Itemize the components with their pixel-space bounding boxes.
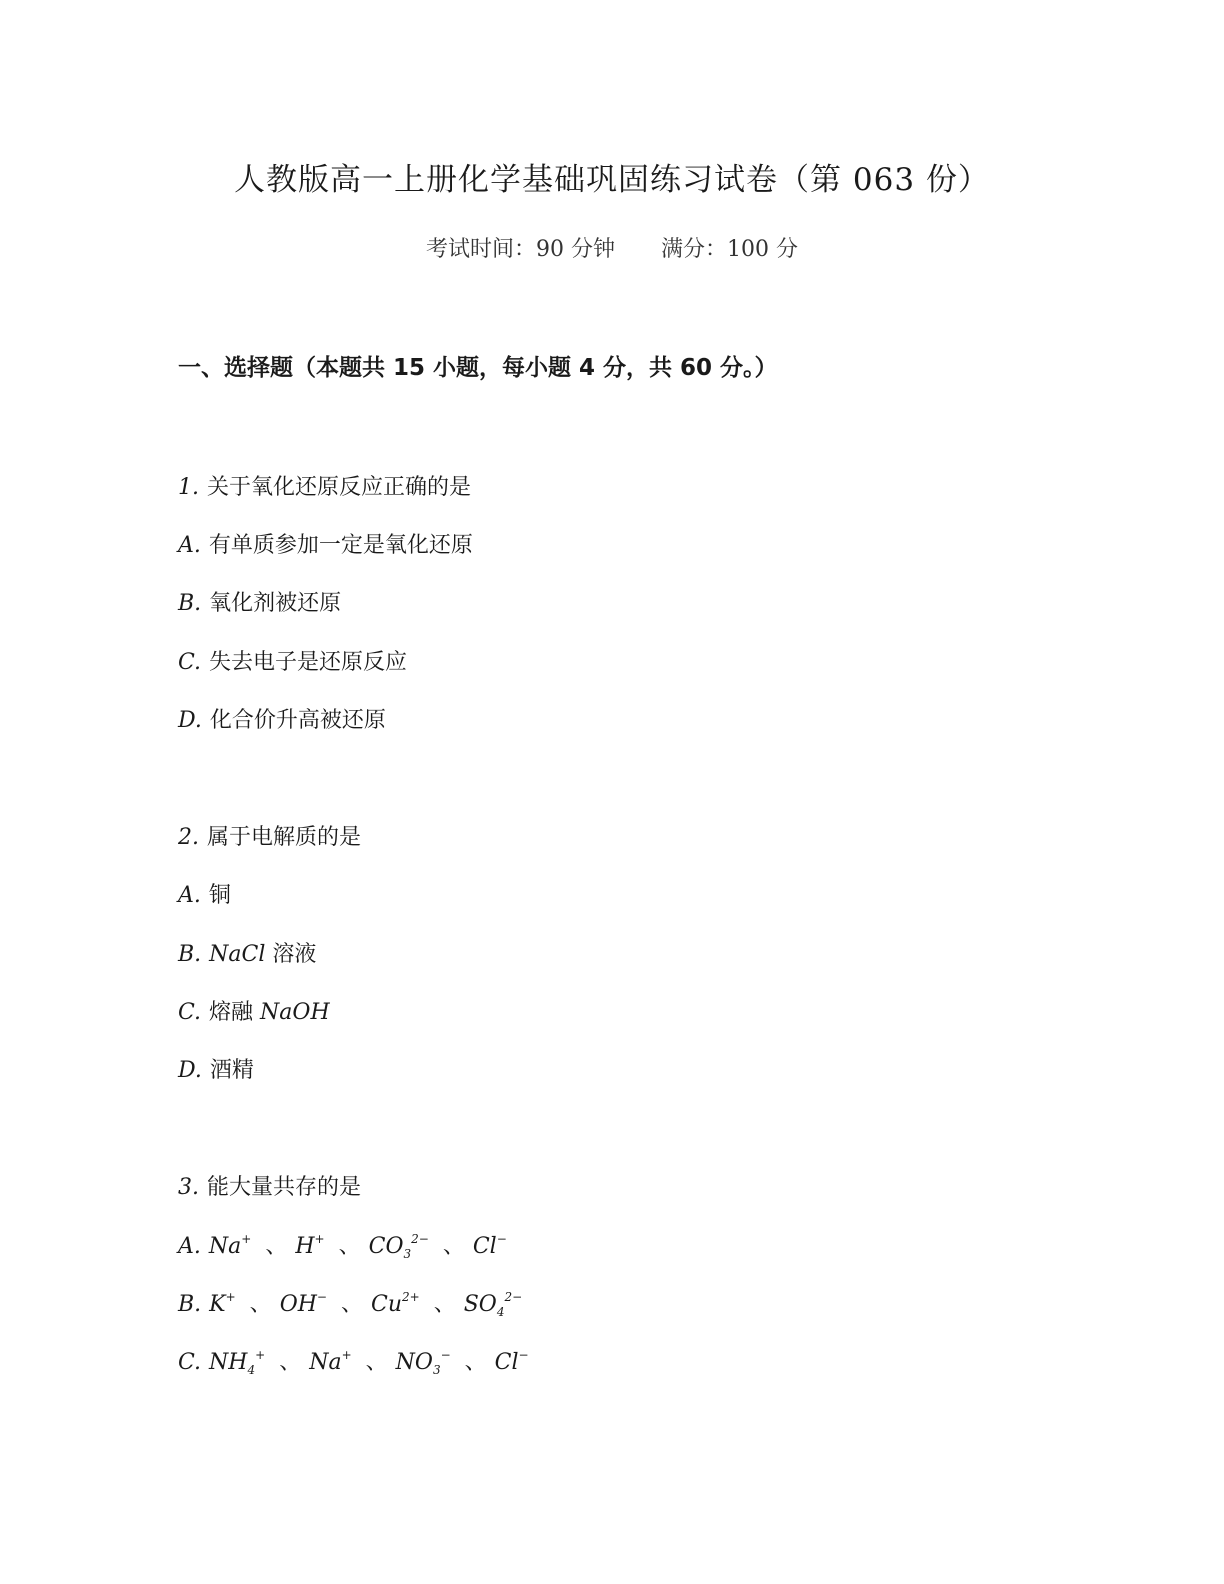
- ion: [495, 1350, 529, 1375]
- ion: [295, 1234, 324, 1259]
- chemical-formula: NaOH: [260, 1000, 330, 1025]
- ion-charge: −: [440, 1348, 451, 1362]
- ion-charge: +: [314, 1232, 325, 1246]
- option-label: B.: [178, 1292, 202, 1317]
- ion-separator: 、: [338, 1234, 361, 1259]
- question-text: 关于氧化还原反应正确的是: [207, 475, 472, 500]
- option-label: A.: [178, 883, 201, 908]
- option-text: 失去电子是还原反应: [209, 650, 408, 675]
- option-label: A.: [178, 1234, 201, 1259]
- exam-time: 考试时间：90 分钟: [426, 237, 615, 262]
- ion-separator: 、: [265, 1234, 288, 1259]
- ion-charge: 2−: [504, 1290, 523, 1304]
- ion: [473, 1234, 507, 1259]
- question-2-option-d: [178, 1054, 254, 1088]
- ion-separator: 、: [433, 1292, 456, 1317]
- ion-charge: −: [316, 1290, 327, 1304]
- ion: [280, 1292, 327, 1317]
- ion: [209, 1234, 251, 1259]
- ion-symbol: NH: [209, 1350, 248, 1375]
- question-3-option-a: [178, 1230, 507, 1264]
- ion: [371, 1292, 420, 1317]
- ion-symbol: Cl: [472, 1234, 497, 1259]
- question-number: 1.: [178, 475, 199, 500]
- section-heading: 一、选择题（本题共 15 小题，每小题 4 分，共 60 分。）: [178, 355, 778, 381]
- question-2-option-b: [178, 938, 316, 972]
- question-1-option-a: [178, 529, 473, 563]
- ion-subscript: 3: [403, 1247, 412, 1261]
- question-1-stem: [178, 471, 471, 505]
- option-text: 有单质参加一定是氧化还原: [208, 533, 473, 558]
- option-text: 溶液: [265, 942, 317, 967]
- option-text: 酒精: [209, 1058, 254, 1083]
- ion-charge: +: [241, 1232, 252, 1246]
- question-text: 能大量共存的是: [207, 1175, 362, 1200]
- question-number: 3.: [178, 1175, 199, 1200]
- ion-separator: 、: [279, 1350, 302, 1375]
- option-label: A.: [178, 533, 201, 558]
- ion: [464, 1292, 522, 1317]
- exam-title: 人教版高一上册化学基础巩固练习试卷（第 063 份）: [234, 162, 990, 198]
- ion-separator: 、: [464, 1350, 487, 1375]
- ion-symbol: OH: [279, 1292, 317, 1317]
- full-score: 满分：100 分: [661, 237, 798, 262]
- exam-info: [0, 233, 1224, 267]
- ion: [209, 1350, 265, 1375]
- ion: [396, 1350, 451, 1375]
- ion-charge: 2+: [402, 1290, 420, 1304]
- ion: [369, 1234, 429, 1259]
- option-label: D.: [178, 1058, 202, 1083]
- question-1-option-c: [178, 646, 407, 680]
- ion-charge: −: [518, 1348, 529, 1362]
- chemical-formula: NaCl: [209, 942, 266, 967]
- ion-symbol: K: [209, 1292, 226, 1317]
- ion-charge: +: [225, 1290, 236, 1304]
- ion-charge: −: [496, 1232, 507, 1246]
- question-2-option-a: [178, 879, 231, 913]
- question-2-stem: [178, 821, 361, 855]
- option-text: 化合价升高被还原: [209, 708, 386, 733]
- question-number: 2.: [178, 825, 199, 850]
- question-1-option-b: [178, 587, 341, 621]
- question-3-option-c: [178, 1346, 529, 1380]
- ion-charge: +: [341, 1348, 352, 1362]
- option-label: C.: [178, 650, 202, 675]
- ion-symbol: Cl: [494, 1350, 519, 1375]
- option-text: 氧化剂被还原: [209, 591, 342, 616]
- option-text: 熔融: [209, 1000, 261, 1025]
- question-3-stem: [178, 1171, 361, 1205]
- ion-charge: 2−: [411, 1232, 429, 1246]
- ion-subscript: 4: [247, 1363, 256, 1377]
- ion-subscript: 4: [496, 1305, 505, 1319]
- ion-separator: 、: [340, 1292, 363, 1317]
- ion-separator: 、: [249, 1292, 272, 1317]
- ion-symbol: Cu: [371, 1292, 403, 1317]
- ion-separator: 、: [365, 1350, 388, 1375]
- question-2-option-c: [178, 996, 330, 1030]
- ion-separator: 、: [442, 1234, 465, 1259]
- option-label: C.: [178, 1350, 202, 1375]
- ion: [209, 1292, 236, 1317]
- option-label: C.: [178, 1000, 202, 1025]
- ion-symbol: SO: [463, 1292, 497, 1317]
- ion-symbol: NO: [395, 1350, 433, 1375]
- ion-symbol: Na: [309, 1350, 342, 1375]
- option-label: B.: [178, 591, 202, 616]
- ion-symbol: Na: [208, 1234, 242, 1259]
- ion-symbol: H: [295, 1234, 315, 1259]
- option-text: 铜: [208, 883, 231, 908]
- ion-charge: +: [255, 1348, 266, 1362]
- ion-subscript: 3: [432, 1363, 441, 1377]
- question-3-option-b: [178, 1288, 522, 1322]
- question-1-option-d: [178, 704, 386, 738]
- option-label: B.: [178, 942, 202, 967]
- ion-symbol: CO: [368, 1234, 404, 1259]
- ion: [309, 1350, 351, 1375]
- question-text: 属于电解质的是: [207, 825, 362, 850]
- option-label: D.: [178, 708, 202, 733]
